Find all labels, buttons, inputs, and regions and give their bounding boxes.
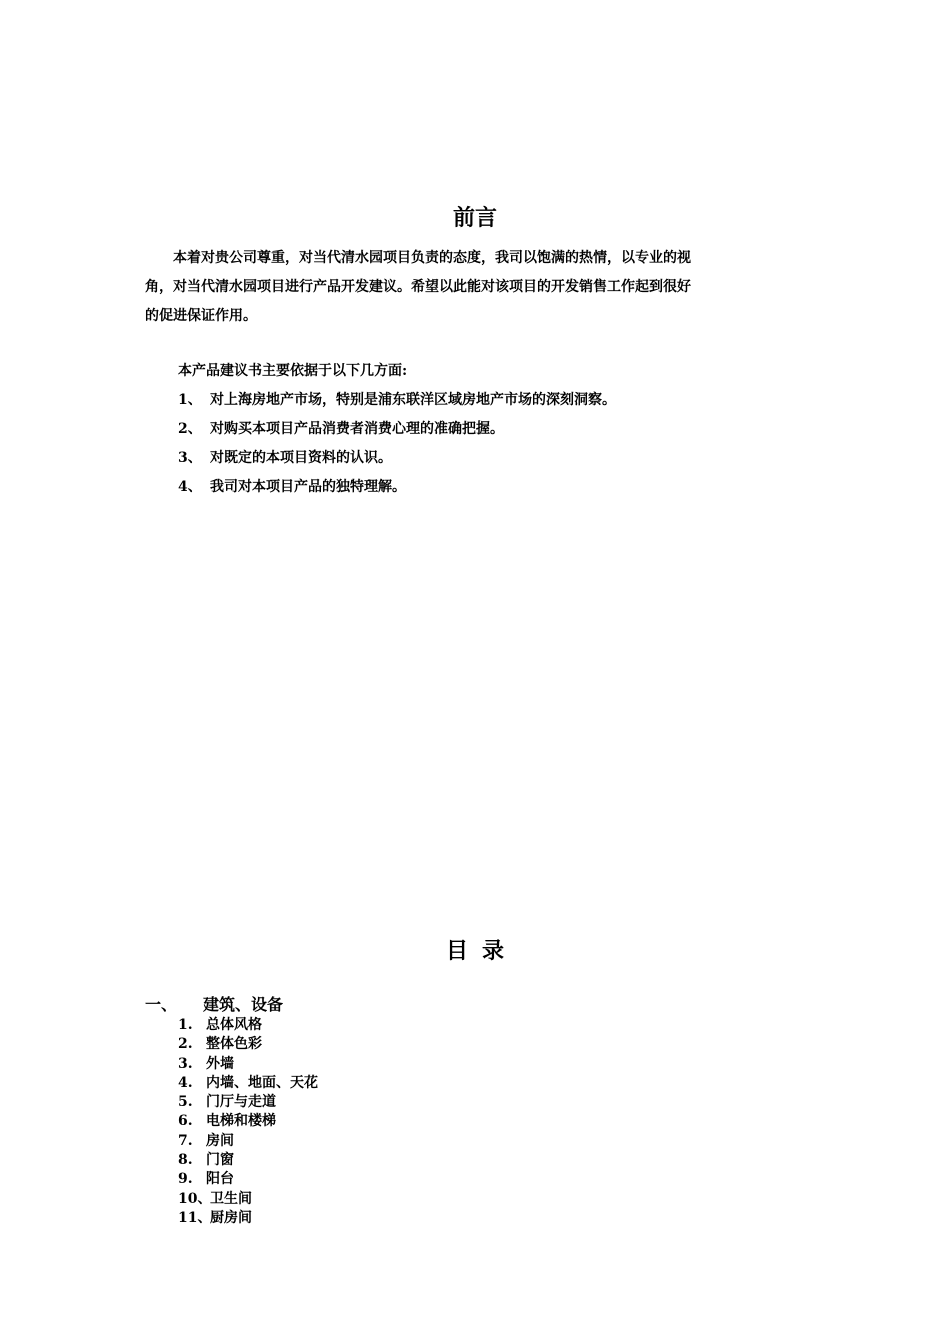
basis-list (178, 386, 616, 502)
toc-item-text: 总体风格 (206, 1017, 262, 1033)
preface-intro-paragraph (145, 244, 810, 331)
toc-item-text: 门厅与走道 (206, 1094, 276, 1111)
basis-item-number: 3、 (178, 450, 202, 466)
toc-item-number: 9. (178, 1171, 193, 1188)
toc-item (178, 1093, 318, 1112)
intro-line: 的促进保证作用。 (145, 308, 257, 324)
intro-line: 角，对当代清水园项目进行产品开发建议。希望以此能对该项目的开发销售工作起到很好 (145, 279, 691, 295)
basis-item-text: 对上海房地产市场，特别是浦东联洋区域房地产市场的深刻洞察。 (210, 392, 616, 408)
toc-item (178, 1112, 318, 1131)
toc-item-number: 3. (178, 1055, 193, 1072)
intro-line: 本着对贵公司尊重，对当代清水园项目负责的态度，我司以饱满的热情，以专业的视 (173, 250, 691, 266)
toc-section-number: 一、 (145, 995, 178, 1014)
toc-item-text: 阳台 (206, 1171, 234, 1188)
toc-item (178, 1074, 318, 1093)
basis-item-number: 4、 (178, 479, 202, 495)
toc-item-text: 卫生间 (210, 1190, 252, 1207)
basis-item-text: 对既定的本项目资料的认识。 (210, 450, 392, 466)
toc-section-heading (145, 994, 283, 1016)
toc-list (178, 1016, 318, 1228)
basis-item-number: 2、 (178, 421, 202, 437)
toc-item-number: 11、 (178, 1209, 212, 1226)
toc-item-number: 7. (178, 1132, 193, 1149)
toc-item-text: 整体色彩 (206, 1036, 262, 1053)
toc-item (178, 1190, 318, 1209)
toc-item-number: 6. (178, 1113, 193, 1130)
toc-item (178, 1132, 318, 1151)
toc-item (178, 1209, 318, 1228)
basis-intro (145, 357, 810, 386)
toc-item (178, 1016, 318, 1035)
toc-item-number: 4. (178, 1074, 193, 1091)
toc-item-text: 外墙 (206, 1055, 234, 1072)
toc-title: 目录 (445, 938, 518, 964)
basis-intro-text: 本产品建议书主要依据于以下几方面: (178, 363, 408, 379)
basis-item-text: 对购买本项目产品消费者消费心理的准确把握。 (210, 421, 504, 437)
toc-item-number: 10、 (178, 1190, 212, 1207)
toc-item-number: 2. (178, 1036, 193, 1053)
toc-item-text: 房间 (206, 1132, 234, 1149)
toc-item-text: 门窗 (206, 1152, 234, 1169)
toc-item-number: 5. (178, 1094, 193, 1111)
basis-item (178, 415, 616, 444)
toc-section-title: 建筑、设备 (203, 995, 284, 1014)
toc-item (178, 1035, 318, 1054)
toc-item (178, 1151, 318, 1170)
toc-item-text: 电梯和楼梯 (206, 1113, 276, 1130)
preface-title: 前言 (452, 205, 497, 231)
basis-item (178, 444, 616, 473)
toc-item-text: 厨房间 (210, 1209, 252, 1226)
toc-item-number: 1. (178, 1017, 193, 1033)
basis-item-text: 我司对本项目产品的独特理解。 (210, 479, 406, 495)
toc-item-text: 内墙、地面、天花 (206, 1074, 318, 1091)
toc-item (178, 1170, 318, 1189)
basis-item (178, 386, 616, 415)
basis-item-number: 1、 (178, 392, 202, 408)
toc-item-number: 8. (178, 1152, 193, 1169)
basis-item (178, 473, 616, 502)
toc-item (178, 1055, 318, 1074)
